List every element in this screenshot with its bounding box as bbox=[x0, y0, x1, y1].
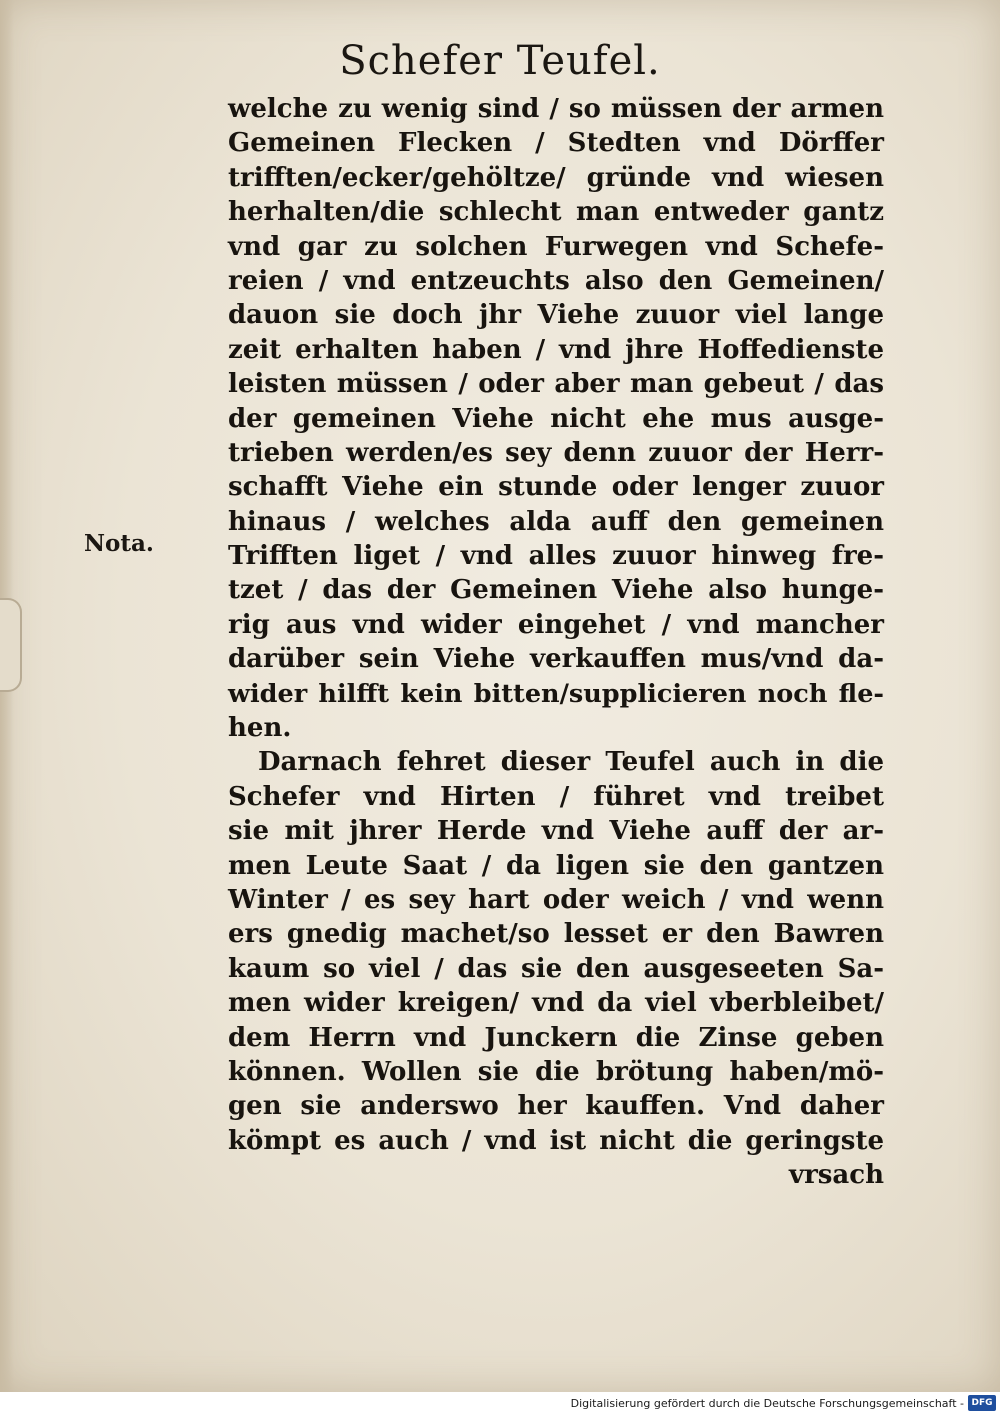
text-line: Winter / es sey hart oder weich / vnd wenn bbox=[228, 884, 884, 915]
digitization-footer bbox=[0, 1392, 1000, 1417]
body-text bbox=[228, 92, 884, 1193]
page-binding-edge bbox=[0, 0, 14, 1392]
text-line: dem Herrn vnd Junckern die Zinse geben bbox=[228, 1022, 884, 1053]
text-line: men Leute Saat / da ligen sie den gantzen bbox=[228, 850, 884, 881]
footer-credit: Digitalisierung gefördert durch die Deutsche Forschungsgemeinschaft - bbox=[570, 1397, 964, 1410]
text-line: sie mit jhrer Herde vnd Viehe auff der ar- bbox=[228, 816, 884, 847]
text-line: dauon sie doch jhr Viehe zuuor viel lange bbox=[228, 300, 884, 331]
text-line: schafft Viehe ein stunde oder lenger zuuor bbox=[228, 472, 884, 503]
paragraph-start-line: Darnach fehret dieser Teufel auch in die bbox=[258, 747, 884, 778]
text-line: leisten müssen / oder aber man gebeut / das bbox=[228, 369, 884, 400]
text-line: darüber sein Viehe verkauffen mus/vnd da- bbox=[228, 644, 884, 675]
text-line: hen. bbox=[228, 713, 292, 744]
text-line: men wider kreigen/ vnd da viel vberbleibet/ bbox=[228, 988, 884, 1019]
text-line: vnd gar zu solchen Furwegen vnd Schefe- bbox=[228, 231, 884, 262]
text-line: hinaus / welches alda auff den gemeinen bbox=[228, 506, 884, 537]
text-line: welche zu wenig sind / so müssen der armen bbox=[228, 94, 884, 124]
catchword: vrsach bbox=[788, 1160, 884, 1191]
marginal-note: Nota. bbox=[84, 530, 154, 557]
text-line: Gemeinen Flecken / Stedten vnd Dörffer bbox=[228, 128, 884, 159]
text-line: zeit erhalten haben / vnd jhre Hoffedienste bbox=[228, 334, 884, 365]
text-line: Trifften liget / vnd alles zuuor hinweg fre- bbox=[228, 541, 884, 572]
text-line: rig aus vnd wider eingehet / vnd mancher bbox=[228, 609, 884, 640]
running-title: Schefer Teufel. bbox=[339, 38, 661, 84]
text-line: Schefer vnd Hirten / führet vnd treibet bbox=[228, 781, 884, 812]
text-line: der gemeinen Viehe nicht ehe mus ausge- bbox=[228, 403, 884, 434]
text-line: kaum so viel / das sie den ausgeseeten Sa- bbox=[228, 953, 884, 984]
text-line: ers gnedig machet/so lesset er den Bawren bbox=[228, 919, 884, 950]
text-line: tzet / das der Gemeinen Viehe also hunge- bbox=[228, 575, 884, 606]
dfg-logo-icon: DFG bbox=[968, 1395, 996, 1411]
text-line: trifften/ecker/gehöltze/ gründe vnd wiesen bbox=[228, 162, 884, 193]
text-line: können. Wollen sie die brötung haben/mö- bbox=[228, 1056, 884, 1087]
text-line: gen sie anderswo her kauffen. Vnd daher bbox=[228, 1091, 884, 1122]
page-clasp-mark bbox=[0, 598, 22, 692]
text-line: kömpt es auch / vnd ist nicht die geringste bbox=[228, 1125, 884, 1156]
text-line: reien / vnd entzeuchts also den Gemeinen/ bbox=[228, 265, 884, 296]
text-line: wider hilfft kein bitten/supplicieren noch fle- bbox=[228, 678, 884, 709]
text-line: herhalten/die schlecht man entweder gantz bbox=[228, 197, 884, 228]
text-line: trieben werden/es sey denn zuuor der Herr- bbox=[228, 437, 884, 468]
